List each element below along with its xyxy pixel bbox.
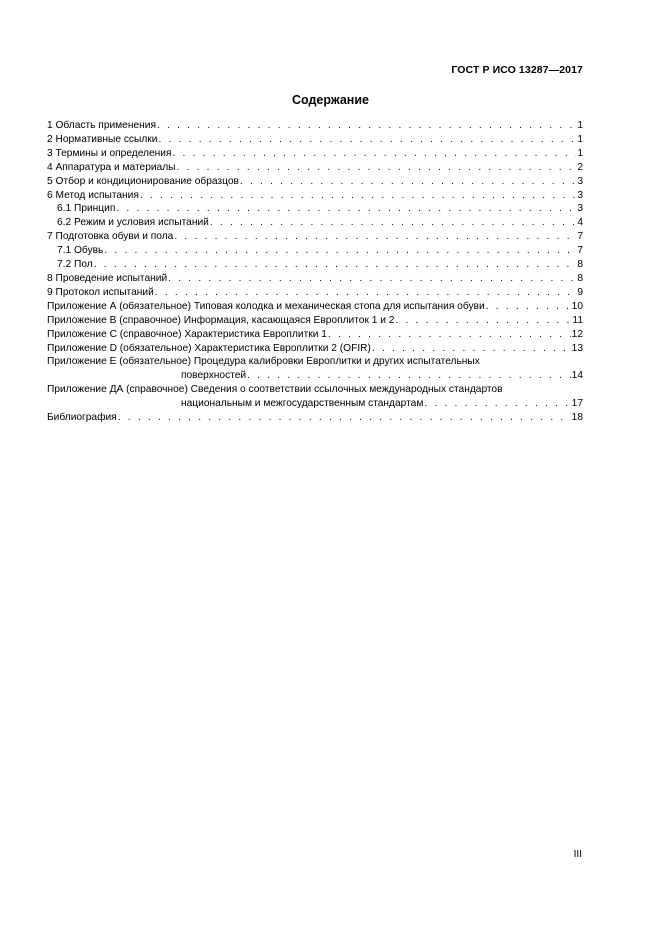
toc-entry-label: Библиография (47, 412, 117, 424)
toc-entry-page: 12 (571, 328, 583, 340)
toc-entry-page: 8 (577, 259, 583, 271)
toc-entry-page: 1 (577, 147, 583, 159)
toc-entry-page: 11 (572, 314, 583, 326)
toc-leader-dots (116, 202, 576, 216)
toc-entry[interactable] (47, 286, 583, 300)
toc-entry-page: 4 (577, 217, 583, 229)
toc-entry-multiline[interactable] (47, 355, 583, 383)
page-number: III (573, 849, 582, 860)
toc-entry[interactable] (47, 133, 583, 147)
toc-entry-label: 1 Область применения (47, 120, 156, 131)
toc-entry-page: 9 (577, 286, 583, 298)
toc-leader-dots (240, 175, 576, 189)
toc-entry-page: 13 (571, 342, 583, 354)
toc-leader-dots (172, 147, 576, 161)
toc-entry[interactable] (47, 314, 583, 328)
toc-entry-page: 7 (577, 245, 583, 257)
toc-leader-dots (94, 258, 577, 272)
toc-leader-dots (247, 369, 571, 383)
document-header: ГОСТ Р ИСО 13287—2017 (451, 64, 583, 76)
toc-entry-page: 1 (577, 133, 583, 145)
toc-entry-label: 8 Проведение испытаний (47, 272, 168, 284)
table-of-contents (47, 119, 583, 425)
toc-entry-page: 10 (571, 300, 583, 312)
toc-entry-label: поверхностей (181, 370, 247, 382)
toc-entry-label: 6.2 Режим и условия испытаний (57, 217, 209, 229)
toc-leader-dots (177, 161, 577, 175)
toc-leader-dots (174, 230, 576, 244)
toc-entry-label: Приложение D (обязательное) Характеристика Европлитки 2 (OFIR) (47, 342, 371, 354)
toc-entry-label: 7.2 Пол (57, 259, 93, 271)
toc-entry-multiline[interactable] (47, 383, 583, 411)
toc-entry[interactable] (47, 202, 583, 216)
toc-entry[interactable] (47, 175, 583, 189)
toc-entry-bibliography[interactable] (47, 411, 583, 425)
toc-entry[interactable] (47, 189, 583, 203)
toc-entry-page: 3 (577, 203, 583, 215)
toc-entry[interactable] (47, 147, 583, 161)
toc-leader-dots (140, 189, 576, 203)
toc-entry-label: национальным и межгосударственным стандартам (181, 398, 424, 410)
toc-leader-dots (486, 300, 571, 314)
toc-entry-label: 6 Метод испытания (47, 189, 139, 201)
toc-entry-label: 7 Подготовка обуви и пола (47, 231, 174, 243)
toc-entry[interactable] (47, 216, 583, 230)
toc-leader-dots (118, 411, 571, 425)
toc-entry-label: 6.1 Принцип (57, 203, 116, 215)
toc-entry[interactable] (47, 300, 583, 314)
toc-leader-dots (168, 272, 576, 286)
toc-entry-continuation[interactable] (47, 397, 583, 411)
toc-entry-label: 7.1 Обувь (57, 245, 104, 257)
toc-entry-page: 1 (577, 120, 583, 131)
toc-leader-dots (157, 119, 576, 133)
toc-entry-continuation[interactable] (47, 369, 583, 383)
toc-entry-page: 14 (571, 370, 583, 382)
toc-entry-page: 7 (577, 231, 583, 243)
toc-entry-label: 5 Отбор и кондиционирование образцов (47, 175, 239, 187)
toc-entry-page: 2 (577, 161, 583, 173)
toc-entry-page: 3 (577, 189, 583, 201)
toc-leader-dots (328, 328, 571, 342)
toc-entry-label: 2 Нормативные ссылки (47, 133, 158, 145)
toc-entry[interactable] (47, 272, 583, 286)
toc-leader-dots (372, 342, 571, 356)
toc-entry[interactable] (47, 230, 583, 244)
toc-entry-page: 8 (577, 272, 583, 284)
toc-entry[interactable] (47, 258, 583, 272)
toc-entry-label: 3 Термины и определения (47, 147, 172, 159)
toc-leader-dots (424, 397, 570, 411)
toc-entry[interactable] (47, 342, 583, 356)
toc-leader-dots (155, 286, 577, 300)
page-title: Содержание (291, 93, 369, 107)
toc-entry-page: 3 (577, 175, 583, 187)
toc-entry-label-line1: Приложение ДА (справочное) Сведения о соответствии ссылочных международных стандартов (47, 384, 503, 396)
toc-entry-label-line1: Приложение Е (обязательное) Процедура калибровки Европлитки и других испытательных (47, 356, 480, 368)
toc-entry-page: 17 (571, 398, 583, 410)
toc-entry-label: 9 Протокол испытаний (47, 286, 154, 298)
toc-entry[interactable] (47, 244, 583, 258)
toc-leader-dots (395, 314, 571, 328)
toc-entry-label: 4 Аппаратура и материалы (47, 161, 176, 173)
toc-leader-dots (210, 216, 576, 230)
toc-entry-page: 18 (571, 412, 583, 424)
toc-leader-dots (158, 133, 576, 147)
toc-entry-label: Приложение В (справочное) Информация, касающаяся Европлиток 1 и 2 (47, 314, 395, 326)
toc-leader-dots (104, 244, 576, 258)
toc-entry[interactable] (47, 119, 583, 133)
toc-entry[interactable] (47, 161, 583, 175)
toc-entry[interactable] (47, 328, 583, 342)
toc-entry-label: Приложение С (справочное) Характеристика Европлитки 1 (47, 328, 327, 340)
toc-entry-label: Приложение А (обязательное) Типовая колодка и механическая стопа для испытания обуви (47, 300, 485, 312)
